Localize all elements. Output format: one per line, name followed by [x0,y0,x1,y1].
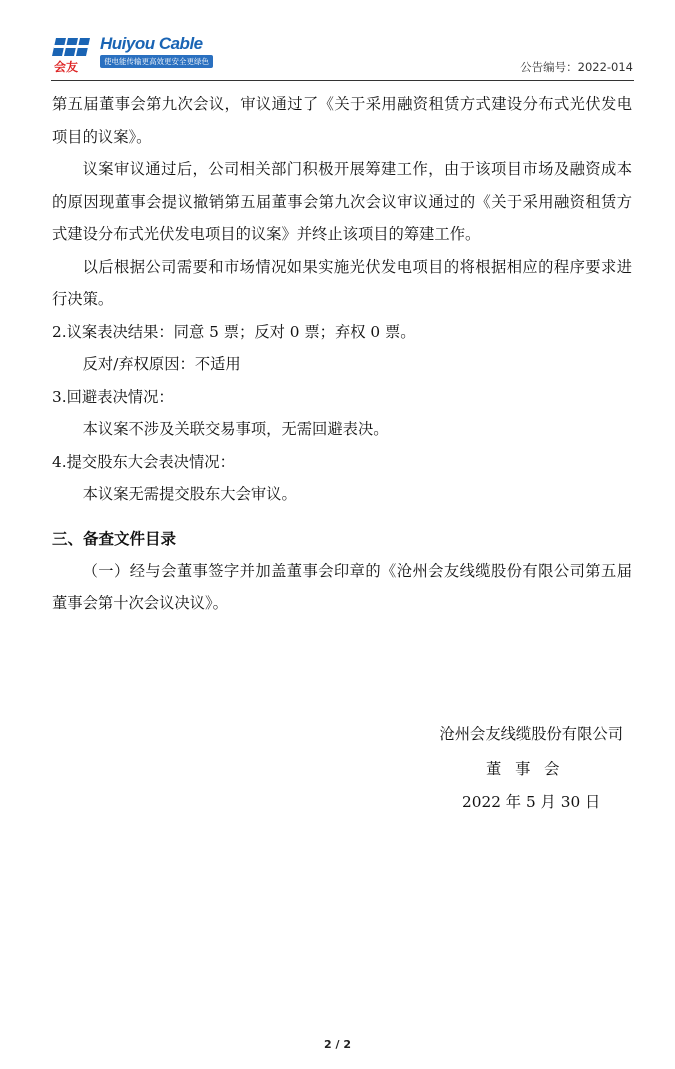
signature-board: 董事会 [486,760,574,778]
company-logo [52,34,212,74]
vote-result: 2.议案表决结果：同意 5 票；反对 0 票；弃权 0 票。 [52,322,416,341]
section-heading: 三、备查文件目录 [52,529,177,548]
notice-number: 公告编号：2022-014 [520,60,633,74]
signature-company: 沧州会友线缆股份有限公司 [439,725,623,743]
logo-chinese-text: 会友 [54,60,79,74]
document-body [52,88,632,620]
shareholder-text: 本议案无需提交股东大会审议。 [82,485,297,503]
recusal-title: 3.回避表决情况： [52,387,174,406]
shareholder-title: 4.提交股东大会表决情况： [52,452,235,471]
reference-document-item: （一）经与会董事签字并加盖董事会印章的《沧州会友线缆股份有限公司第五届董事会第十次会议决议》。 [52,561,632,612]
recusal-text: 本议案不涉及关联交易事项，无需回避表决。 [82,420,389,438]
paragraph-termination: 议案审议通过后，公司相关部门积极开展筹建工作，由于该项目市场及融资成本的原因现董事会提议撤销第五届董事会第九次会议审议通过的《关于采用融资租赁方式建设分布式光伏发电项目的议案》并终止该项目的筹建工作。 [52,160,632,243]
page-header [0,0,675,82]
signature-date: 2022 年 5 月 30 日 [462,793,601,811]
paragraph-continuation: 第五届董事会第九次会议，审议通过了《关于采用融资租赁方式建设分布式光伏发电项目的议案》。 [52,95,632,146]
page-number: 2 / 2 [324,1038,351,1051]
vote-reason: 反对/弃权原因：不适用 [82,355,241,373]
logo-slogan: 使电能传输更高效更安全更绿色 [100,55,213,68]
logo-english-text: Huiyou Cable [100,34,203,53]
header-divider [51,80,634,81]
paragraph-future-decision: 以后根据公司需要和市场情况如果实施光伏发电项目的将根据相应的程序要求进行决策。 [52,257,632,308]
